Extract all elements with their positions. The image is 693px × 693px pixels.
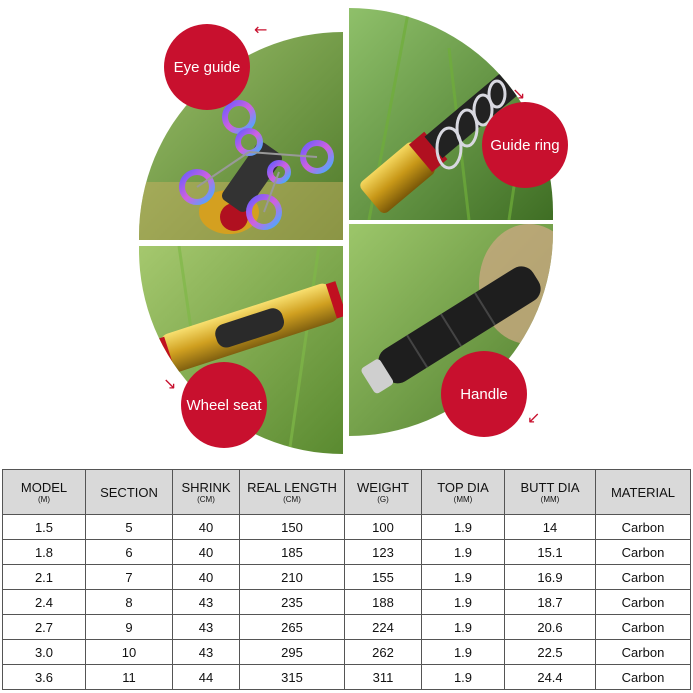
- cell-top-dia: 1.9: [422, 615, 505, 640]
- cell-material: Carbon: [596, 665, 691, 690]
- cell-section: 9: [86, 615, 173, 640]
- cell-real-length: 210: [240, 565, 345, 590]
- cell-model: 2.1: [3, 565, 86, 590]
- header-top-dia: [422, 470, 505, 515]
- cell-real-length: 185: [240, 540, 345, 565]
- cell-weight: 188: [345, 590, 422, 615]
- arrow-left-icon: ←: [254, 20, 268, 39]
- table-row: [3, 665, 691, 690]
- table-row: [3, 540, 691, 565]
- handle-label: Handle: [441, 351, 527, 437]
- cell-section: 8: [86, 590, 173, 615]
- table-row: [3, 640, 691, 665]
- cell-real-length: 295: [240, 640, 345, 665]
- cell-material: Carbon: [596, 515, 691, 540]
- cell-butt-dia: 24.4: [505, 665, 596, 690]
- wheel-seat-label: Wheel seat: [181, 362, 267, 448]
- cell-shrink: 43: [173, 615, 240, 640]
- header-model: [3, 470, 86, 515]
- arrow-down-right-icon: ↘: [163, 374, 177, 393]
- cell-top-dia: 1.9: [422, 665, 505, 690]
- eye-guide-label: Eye guide: [164, 24, 250, 110]
- header-unit: (MM): [453, 494, 473, 504]
- spec-table: [2, 469, 691, 690]
- header-label: WEIGHT: [357, 479, 409, 495]
- cell-real-length: 315: [240, 665, 345, 690]
- cell-shrink: 43: [173, 590, 240, 615]
- cell-top-dia: 1.9: [422, 515, 505, 540]
- table-row: [3, 565, 691, 590]
- cell-butt-dia: 15.1: [505, 540, 596, 565]
- cell-weight: 262: [345, 640, 422, 665]
- cell-butt-dia: 20.6: [505, 615, 596, 640]
- cell-weight: 311: [345, 665, 422, 690]
- cell-weight: 155: [345, 565, 422, 590]
- cell-shrink: 43: [173, 640, 240, 665]
- table-row: [3, 615, 691, 640]
- cell-butt-dia: 18.7: [505, 590, 596, 615]
- header-label: BUTT DIA: [520, 479, 580, 495]
- cell-material: Carbon: [596, 540, 691, 565]
- cell-section: 11: [86, 665, 173, 690]
- guide-ring-label: Guide ring: [482, 102, 568, 188]
- cell-shrink: 40: [173, 565, 240, 590]
- header-butt-dia: [505, 470, 596, 515]
- cell-butt-dia: 14: [505, 515, 596, 540]
- cell-model: 3.6: [3, 665, 86, 690]
- cell-real-length: 265: [240, 615, 345, 640]
- cell-butt-dia: 22.5: [505, 640, 596, 665]
- header-label: TOP DIA: [437, 479, 489, 495]
- header-material: [596, 470, 691, 515]
- cell-material: Carbon: [596, 640, 691, 665]
- header-label: SECTION: [100, 484, 158, 500]
- header-weight: [345, 470, 422, 515]
- cell-section: 5: [86, 515, 173, 540]
- cell-material: Carbon: [596, 565, 691, 590]
- header-section: [86, 470, 173, 515]
- header-unit: (M): [38, 494, 50, 504]
- cell-section: 10: [86, 640, 173, 665]
- header-label: MATERIAL: [610, 484, 676, 500]
- cell-weight: 100: [345, 515, 422, 540]
- cell-model: 1.8: [3, 540, 86, 565]
- header-unit: (G): [377, 494, 389, 504]
- cell-shrink: 40: [173, 540, 240, 565]
- header-label: MODEL: [20, 479, 68, 495]
- header-label: SHRINK: [181, 479, 231, 495]
- cell-top-dia: 1.9: [422, 640, 505, 665]
- cell-model: 3.0: [3, 640, 86, 665]
- header-unit: (MM): [540, 494, 560, 504]
- header-unit: (CM): [283, 494, 301, 504]
- table-row: [3, 590, 691, 615]
- cell-section: 6: [86, 540, 173, 565]
- cell-material: Carbon: [596, 615, 691, 640]
- cell-model: 2.4: [3, 590, 86, 615]
- header-shrink: [173, 470, 240, 515]
- cell-top-dia: 1.9: [422, 565, 505, 590]
- cell-weight: 224: [345, 615, 422, 640]
- cell-section: 7: [86, 565, 173, 590]
- header-unit: (CM): [197, 494, 215, 504]
- header-label: REAL LENGTH: [247, 479, 337, 495]
- cell-material: Carbon: [596, 590, 691, 615]
- arrow-down-left-icon: ↙: [527, 408, 541, 427]
- arrow-down-right-icon: ↘: [512, 84, 526, 103]
- header-real-length: [240, 470, 345, 515]
- cell-real-length: 150: [240, 515, 345, 540]
- spec-table-body: [3, 515, 691, 690]
- cell-shrink: 40: [173, 515, 240, 540]
- spec-table-header-row: [3, 470, 691, 515]
- cell-butt-dia: 16.9: [505, 565, 596, 590]
- cell-model: 2.7: [3, 615, 86, 640]
- cell-top-dia: 1.9: [422, 590, 505, 615]
- cell-weight: 123: [345, 540, 422, 565]
- cell-model: 1.5: [3, 515, 86, 540]
- table-row: [3, 515, 691, 540]
- cell-top-dia: 1.9: [422, 540, 505, 565]
- cell-shrink: 44: [173, 665, 240, 690]
- cell-real-length: 235: [240, 590, 345, 615]
